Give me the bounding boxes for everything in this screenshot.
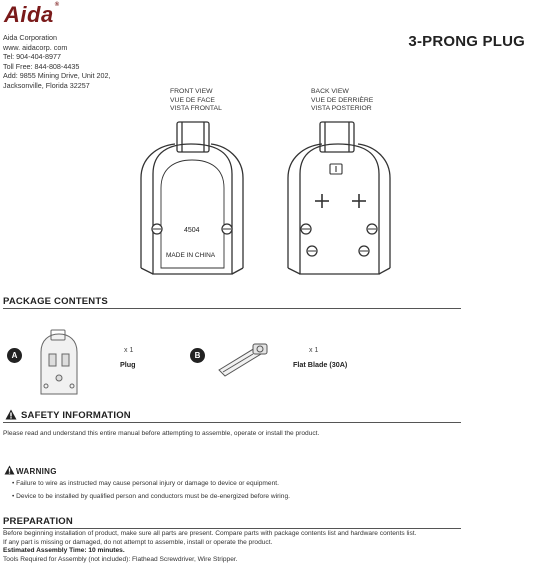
front-view-label-fr: VUE DE FACE	[170, 96, 215, 104]
trademark-mark: ®	[54, 2, 60, 8]
flat-blade-illustration	[215, 338, 275, 378]
prong-icon	[315, 194, 329, 208]
warning-bullet-1: • Failure to wire as instructed may cause personal injury or damage to device or equipment.	[12, 480, 279, 487]
item-a-qty: x 1	[124, 347, 134, 354]
model-number: 4504	[184, 227, 200, 234]
safety-intro: Please read and understand this entire manual before attempting to assemble, operate or install the product.	[3, 430, 320, 437]
tools-required: Tools Required for Assembly (not included): Flathead Screwdriver, Wire Stripper.	[3, 555, 238, 563]
plug-front-view-drawing	[135, 118, 247, 278]
screw-icon	[367, 224, 377, 234]
estimated-time: Estimated Assembly Time: 10 minutes.	[3, 547, 125, 555]
safety-heading: SAFETY INFORMATION	[21, 410, 131, 421]
front-view-label-es: VISTA FRONTAL	[170, 105, 222, 112]
plug-item-illustration	[33, 328, 83, 398]
company-address-1: Add: 9855 Mining Drive, Unit 202,	[3, 71, 111, 80]
back-view-label	[311, 88, 373, 114]
prong-icon	[330, 164, 342, 174]
company-website: www. aidacorp. com	[3, 42, 68, 52]
preparation-line-1: Before beginning installation of product, make sure all parts are present. Compare parts with package contents list and hardware contents list.	[3, 530, 417, 537]
screw-icon	[301, 224, 311, 234]
package-contents-heading: PACKAGE CONTENTS	[3, 296, 108, 307]
section-divider	[3, 422, 461, 423]
item-a-badge: A	[7, 348, 22, 363]
logo-text: Aida	[4, 2, 54, 27]
item-b-qty: x 1	[309, 347, 319, 354]
warning-bullet-2: • Device to be installed by qualified person and conductors must be de-energized before wiring.	[12, 493, 290, 500]
company-address-2: Jacksonville, Florida 32257	[3, 80, 90, 90]
item-a-name: Plug	[120, 360, 136, 369]
screw-icon	[359, 246, 369, 256]
item-b-name: Flat Blade (30A)	[293, 360, 348, 369]
company-toll-free: Toll Free: 844-808-4435	[3, 61, 80, 71]
warning-triangle-icon	[4, 465, 15, 475]
section-divider	[3, 528, 461, 529]
back-view-label-en: BACK VIEW	[311, 88, 349, 95]
back-view-label-fr: VUE DE DERRIÈRE	[311, 96, 374, 104]
screw-icon	[152, 224, 162, 234]
preparation-text	[3, 530, 528, 564]
company-tel: Tel: 904-404-8977	[3, 52, 61, 61]
screw-icon	[307, 246, 317, 256]
preparation-heading: PREPARATION	[3, 516, 73, 527]
company-name: Aida Corporation	[3, 33, 57, 42]
section-divider	[3, 308, 461, 309]
back-view-label-es: VISTA POSTERIOR	[311, 105, 372, 112]
page-title: 3-PRONG PLUG	[408, 33, 525, 50]
preparation-line-2: If any part is missing or damaged, do not attempt to assemble, install or operate the product.	[3, 538, 273, 546]
warning-heading: WARNING	[16, 467, 57, 476]
plug-back-view-drawing	[282, 118, 394, 278]
prong-icon	[352, 194, 366, 208]
origin-label: MADE IN CHINA	[166, 252, 216, 259]
screw-icon	[222, 224, 232, 234]
company-info	[3, 33, 110, 90]
warning-triangle-icon	[5, 409, 17, 420]
item-b-badge: B	[190, 348, 205, 363]
front-view-label	[170, 88, 222, 114]
brand-logo	[4, 2, 60, 28]
front-view-label-en: FRONT VIEW	[170, 88, 213, 95]
